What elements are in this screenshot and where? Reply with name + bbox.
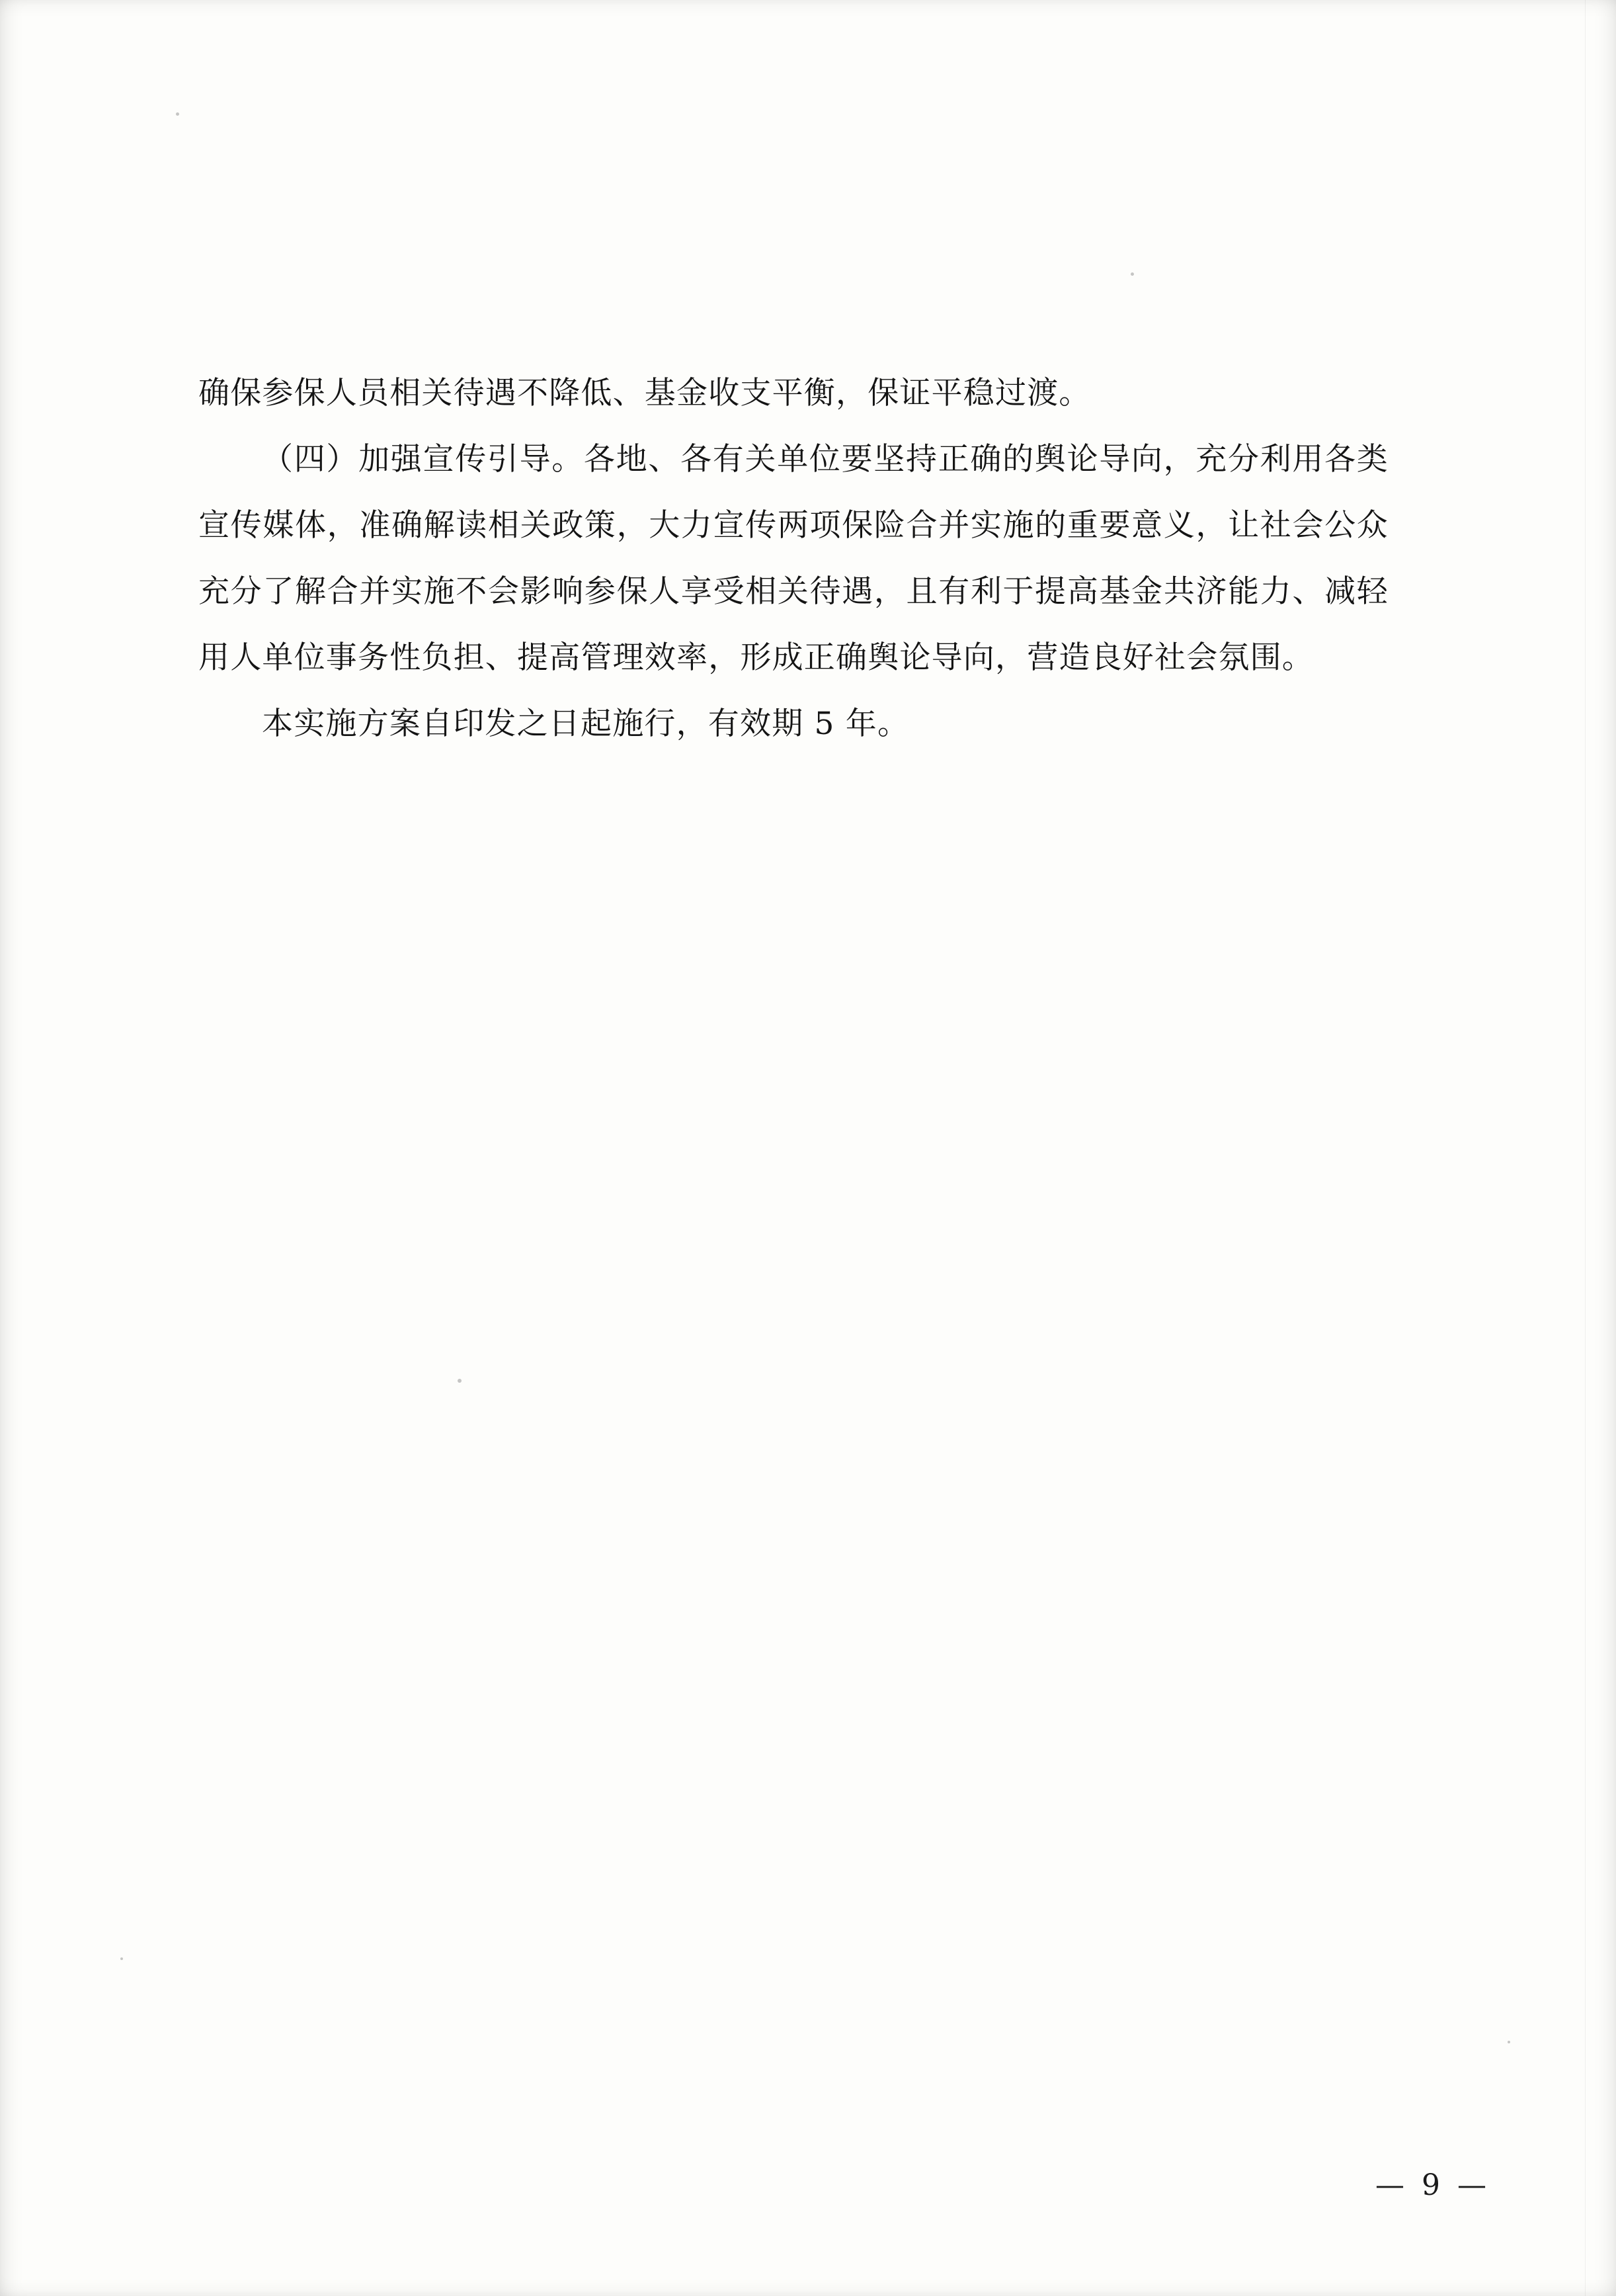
paragraph-effective-period: 本实施方案自印发之日起施行，有效期 5 年。	[262, 706, 910, 742]
scan-speck	[176, 112, 179, 116]
page-number: — 9 —	[1375, 2168, 1490, 2202]
scan-speck	[120, 1957, 123, 1960]
paragraph-continuation: 确保参保人员相关待遇不降低、基金收支平衡，保证平稳过渡。	[198, 375, 1091, 411]
scan-speck	[458, 1379, 462, 1383]
body-text-block	[198, 360, 1389, 757]
scan-speck	[1131, 272, 1134, 276]
scan-edge-line	[1585, 0, 1586, 2296]
paragraph-section-four: （四）加强宣传引导。各地、各有关单位要坚持正确的舆论导向，充分利用各类宣传媒体，准确解读相关政策，大力宣传两项保险合并实施的重要意义，让社会公众充分了解合并实施不会影响参保人享受相关待遇，且有利于提高基金共济能力、减轻用人单位事务性负担、提高管理效率，形成正确舆论导向，营造良好社会氛围。	[198, 441, 1389, 676]
scan-speck	[1508, 2041, 1510, 2043]
